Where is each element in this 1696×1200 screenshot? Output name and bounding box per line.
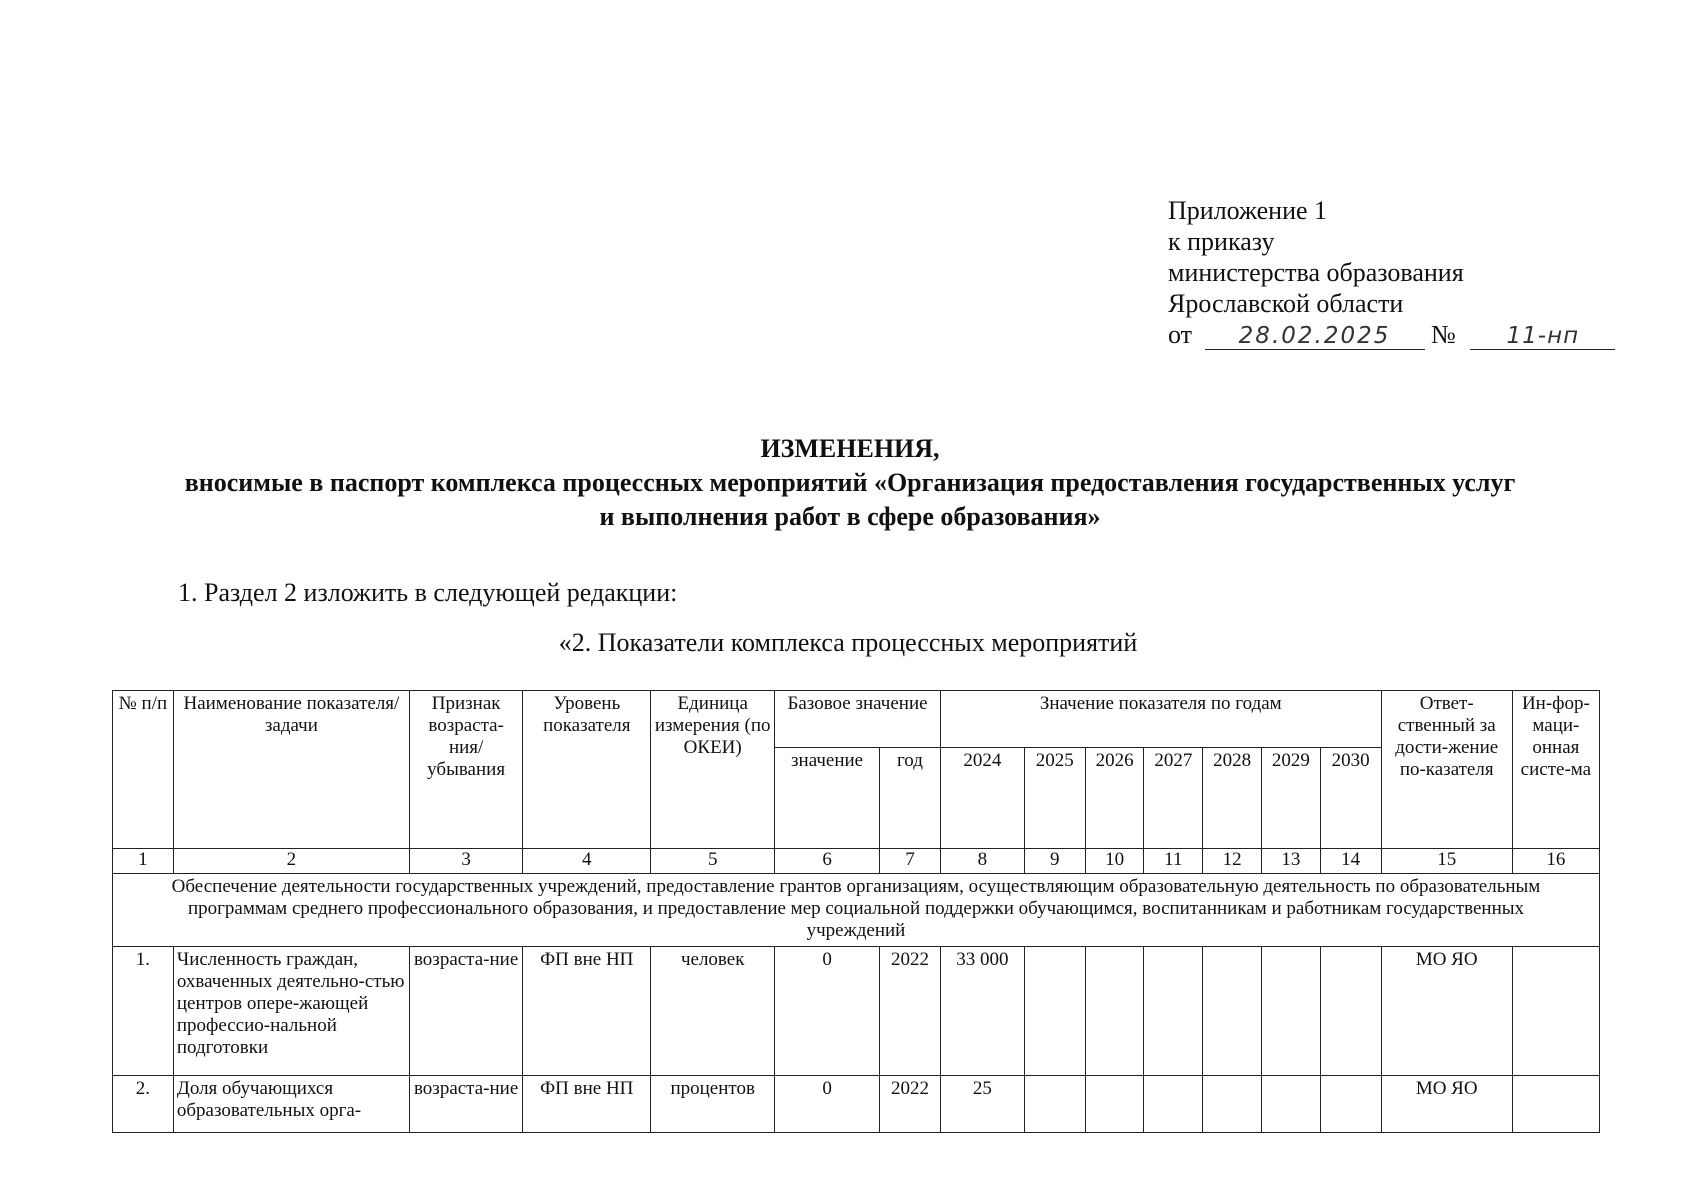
row-value-2025	[1024, 947, 1085, 1076]
row-level: ФП вне НП	[523, 1076, 651, 1133]
row-value-2024: 33 000	[940, 947, 1024, 1076]
column-number: 8	[940, 849, 1024, 874]
title-subtitle-line-1: вносимые в паспорт комплекса процессных мероприятий «Организация предоставления государственных услуг	[184, 468, 1516, 497]
row-value-2030	[1320, 947, 1381, 1076]
row-value-2027	[1144, 1076, 1203, 1133]
header-name: Наименование показателя/задачи	[173, 691, 409, 849]
row-num: 2.	[113, 1076, 174, 1133]
row-value-2028	[1203, 1076, 1262, 1133]
row-base-value: 0	[775, 947, 880, 1076]
header-infosystem: Ин-фор-маци-онная систе-ма	[1512, 691, 1599, 849]
handwritten-date: 28.02.2025	[1205, 323, 1425, 350]
column-number: 2	[173, 849, 409, 874]
row-value-2024: 25	[940, 1076, 1024, 1133]
row-sign: возраста-ние	[409, 947, 522, 1076]
appendix-date-line	[1168, 319, 1615, 350]
table-row	[113, 947, 1600, 1076]
header-base-value: значение	[775, 748, 880, 849]
header-year-2025: 2025	[1024, 748, 1085, 849]
column-number: 11	[1144, 849, 1203, 874]
row-infosystem	[1512, 947, 1599, 1076]
header-year-2029: 2029	[1261, 748, 1320, 849]
column-number: 10	[1085, 849, 1144, 874]
column-number: 6	[775, 849, 880, 874]
group-row	[113, 874, 1600, 947]
title-subtitle-line-2: и выполнения работ в сфере образования»	[599, 502, 1101, 531]
header-unit: Единица измерения (по ОКЕИ)	[651, 691, 775, 849]
header-level: Уровень показателя	[523, 691, 651, 849]
indicators-table	[112, 690, 1600, 1133]
document-title	[100, 432, 1600, 534]
column-numbers-row	[113, 849, 1600, 874]
appendix-line-1: Приложение 1	[1168, 196, 1328, 225]
appendix-line-3: министерства образования	[1168, 258, 1464, 287]
row-value-2026	[1085, 1076, 1144, 1133]
row-value-2025	[1024, 1076, 1085, 1133]
column-number: 5	[651, 849, 775, 874]
header-years-group: Значение показателя по годам	[940, 691, 1381, 748]
column-number: 7	[880, 849, 941, 874]
row-responsible: МО ЯО	[1381, 947, 1512, 1076]
row-level: ФП вне НП	[523, 947, 651, 1076]
group-title: Обеспечение деятельности государственных учреждений, предоставление грантов организациям, осуществляющим образовательную деятельность по образовательным программам среднего профессионального образования, и предоставление мер социальной поддержки обучающимся, воспитанникам и работникам государственных учреждений	[113, 874, 1600, 947]
row-name: Доля обучающихся образовательных орга-	[173, 1076, 409, 1133]
column-number: 4	[523, 849, 651, 874]
row-base-year: 2022	[880, 1076, 941, 1133]
header-base: Базовое значение	[775, 691, 941, 748]
header-year-2027: 2027	[1144, 748, 1203, 849]
header-responsible: Ответ-ственный за дости-жение по-казателя	[1381, 691, 1512, 849]
header-year-2028: 2028	[1203, 748, 1262, 849]
appendix-line-2: к приказу	[1168, 227, 1275, 256]
header-year-2024: 2024	[940, 748, 1024, 849]
number-label: №	[1431, 320, 1456, 349]
handwritten-number: 11-нп	[1470, 323, 1615, 350]
row-value-2028	[1203, 947, 1262, 1076]
title-heading: ИЗМЕНЕНИЯ,	[760, 434, 940, 463]
column-number: 14	[1320, 849, 1381, 874]
row-value-2027	[1144, 947, 1203, 1076]
row-num: 1.	[113, 947, 174, 1076]
row-unit: процентов	[651, 1076, 775, 1133]
appendix-line-4: Ярославской области	[1168, 289, 1404, 318]
row-unit: человек	[651, 947, 775, 1076]
row-value-2029	[1261, 1076, 1320, 1133]
header-base-year: год	[880, 748, 941, 849]
section-paragraph: 1. Раздел 2 изложить в следующей редакции:	[178, 578, 678, 607]
column-number: 12	[1203, 849, 1262, 874]
row-responsible: МО ЯО	[1381, 1076, 1512, 1133]
header-num: № п/п	[113, 691, 174, 849]
row-base-year: 2022	[880, 947, 941, 1076]
column-number: 1	[113, 849, 174, 874]
row-base-value: 0	[775, 1076, 880, 1133]
row-value-2030	[1320, 1076, 1381, 1133]
row-infosystem	[1512, 1076, 1599, 1133]
table-title: «2. Показатели комплекса процессных мероприятий	[558, 628, 1138, 657]
from-label: от	[1168, 320, 1193, 349]
column-number: 15	[1381, 849, 1512, 874]
row-sign: возраста-ние	[409, 1076, 522, 1133]
appendix-block	[1168, 195, 1615, 350]
header-sign: Признак возраста-ния/ убывания	[409, 691, 522, 849]
row-value-2026	[1085, 947, 1144, 1076]
column-number: 16	[1512, 849, 1599, 874]
column-number: 3	[409, 849, 522, 874]
row-value-2029	[1261, 947, 1320, 1076]
column-number: 9	[1024, 849, 1085, 874]
table-row	[113, 1076, 1600, 1133]
row-name: Численность граждан, охваченных деятельно-стью центров опере-жающей профессио-нальной подготовки	[173, 947, 409, 1076]
header-year-2026: 2026	[1085, 748, 1144, 849]
header-year-2030: 2030	[1320, 748, 1381, 849]
column-number: 13	[1261, 849, 1320, 874]
header-row-main	[113, 691, 1600, 748]
